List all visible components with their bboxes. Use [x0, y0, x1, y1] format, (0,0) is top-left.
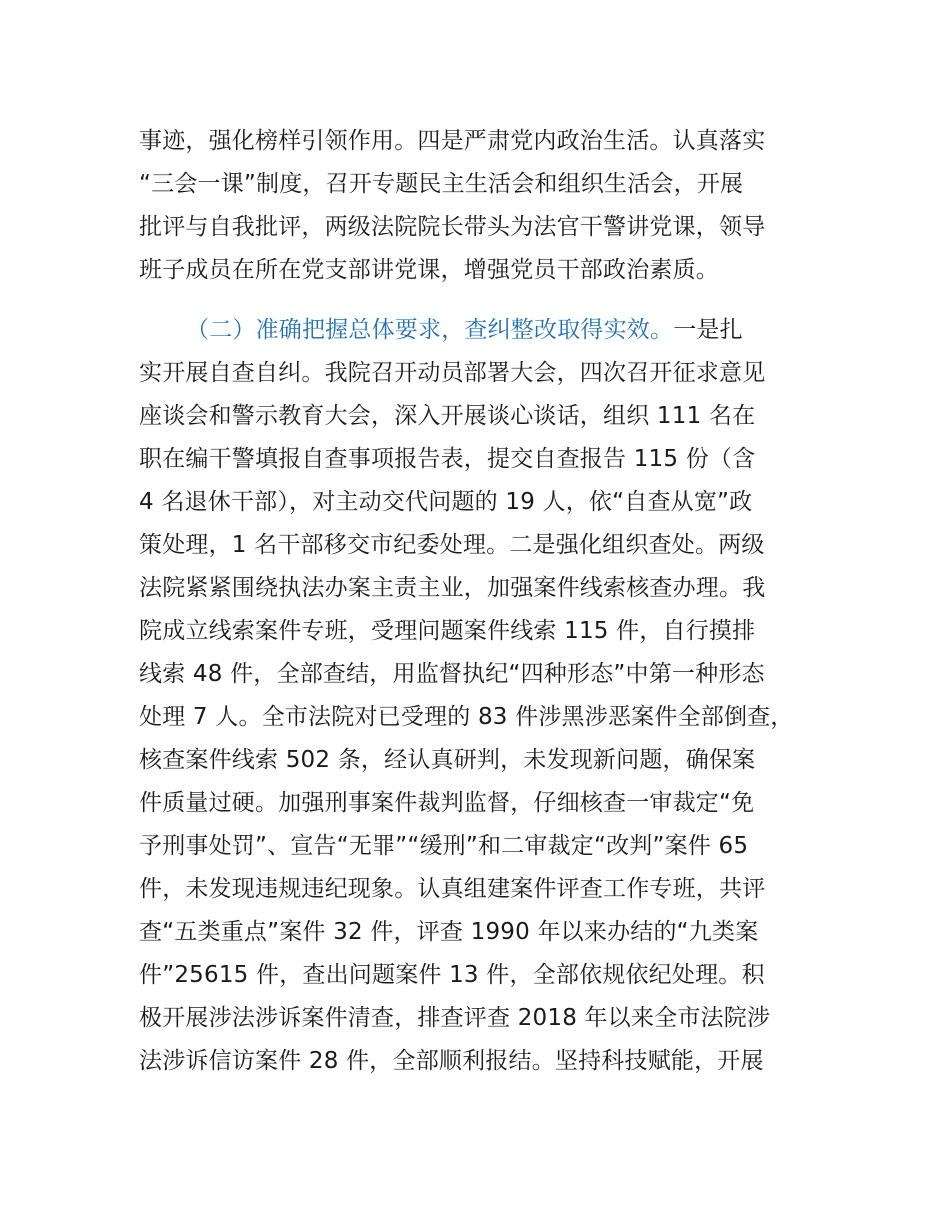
paragraph-line: 线索 48 件，全部查结，用监督执纪“四种形态”中第一种形态 [139, 661, 765, 687]
paragraph-line: 件，未发现违规违纪现象。认真组建案件评查工作专班，共评 [139, 876, 766, 902]
section-heading: （二）准确把握总体要求，查纠整改取得实效。 [186, 317, 674, 343]
paragraph-line: 查“五类重点”案件 32 件，评查 1990 年以来办结的“九类案 [139, 919, 759, 945]
paragraph-line: 法涉诉信访案件 28 件，全部顺利报结。坚持科技赋能，开展 [139, 1048, 764, 1074]
paragraph-line: 实开展自查自纠。我院召开动员部署大会，四次召开征求意见 [139, 360, 766, 386]
paragraph-line: 事迹，强化榜样引领作用。四是严肃党内政治生活。认真落实 [139, 128, 766, 154]
paragraph-line-rest: 一是扎 [673, 317, 743, 343]
paragraph-line: 法院紧紧围绕执法办案主责主业，加强案件线索核查办理。我 [139, 575, 766, 601]
paragraph-line: 策处理，1 名干部移交市纪委处理。二是强化组织查处。两级 [139, 532, 765, 558]
paragraph-line: 班子成员在所在党支部讲党课，增强党员干部政治素质。 [139, 257, 719, 283]
paragraph-line: “三会一课”制度，召开专题民主生活会和组织生活会，开展 [139, 171, 744, 197]
paragraph-line: 院成立线索案件专班，受理问题案件线索 115 件，自行摸排 [139, 618, 756, 644]
paragraph-line: 极开展涉法涉诉案件清查，排查评查 2018 年以来全市法院涉 [139, 1005, 771, 1031]
section-heading-line [186, 315, 743, 345]
paragraph-line: 4 名退休干部），对主动交代问题的 19 人，依“自查从宽”政 [139, 489, 753, 515]
paragraph-line: 核查案件线索 502 条，经认真研判，未发现新问题，确保案 [139, 747, 756, 773]
paragraph-line: 座谈会和警示教育大会，深入开展谈心谈话，组织 111 名在 [139, 403, 756, 429]
paragraph-line: 职在编干警填报自查事项报告表，提交自查报告 115 份（含 [139, 446, 756, 472]
paragraph-line: 件质量过硬。加强刑事案件裁判监督，仔细核查一审裁定“免 [139, 790, 755, 816]
paragraph-line: 件”25615 件，查出问题案件 13 件，全部依规依纪处理。积 [139, 962, 765, 988]
paragraph-line: 批评与自我批评，两级法院院长带头为法官干警讲党课，领导 [139, 214, 766, 240]
paragraph-line: 处理 7 人。全市法院对已受理的 83 件涉黑涉恶案件全部倒查， [139, 704, 794, 730]
paragraph-line: 予刑事处罚”、宣告“无罪”“缓刑”和二审裁定“改判”案件 65 [139, 833, 749, 859]
